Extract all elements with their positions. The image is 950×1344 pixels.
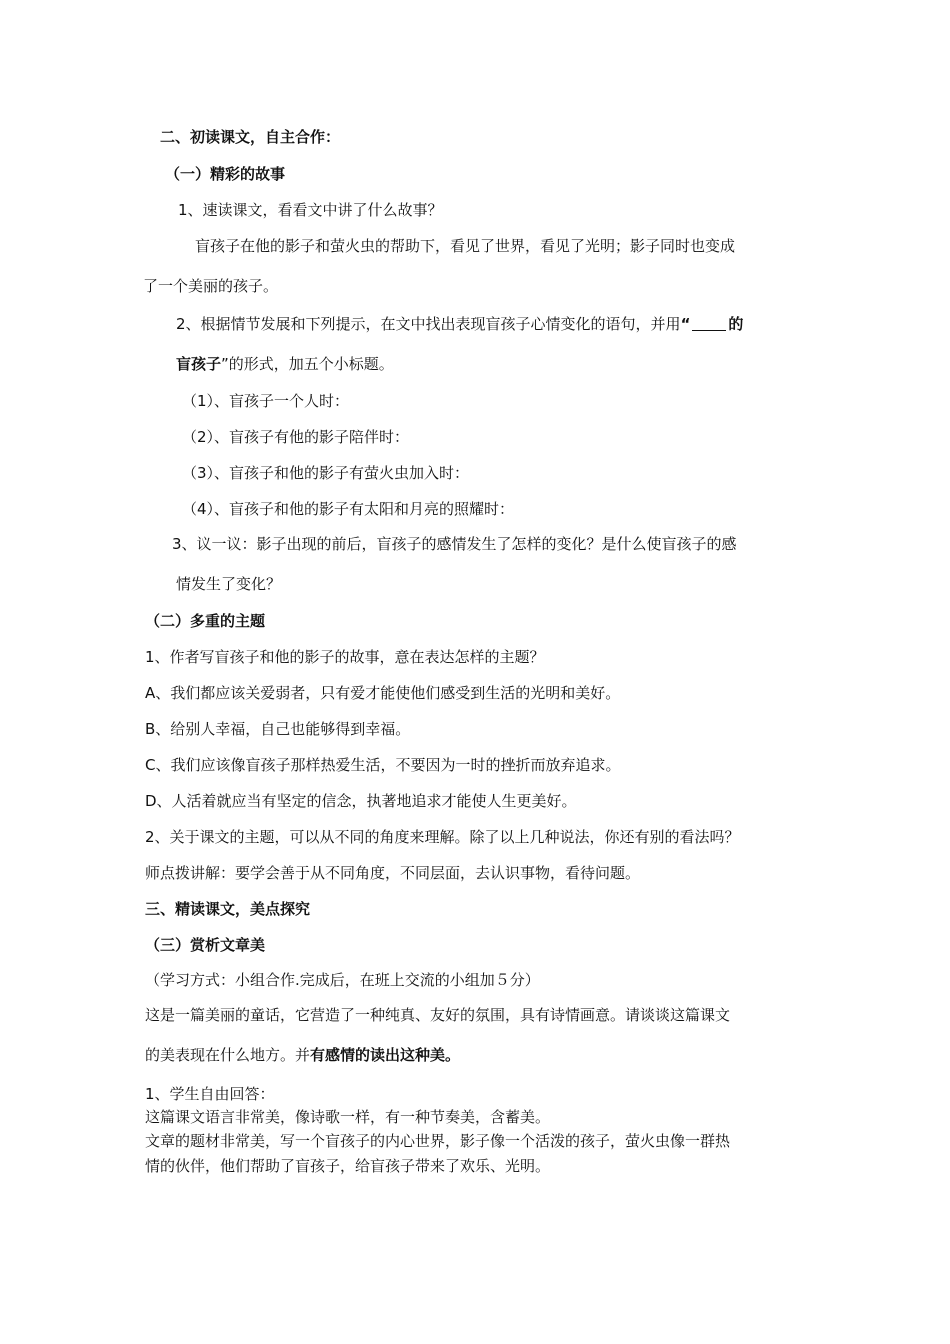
part-1-question-3-line-1: 3、议一议：影子出现的前后，盲孩子的感情发生了怎样的变化？是什么使盲孩子的感 xyxy=(172,535,737,553)
question-2-quote-open: “ xyxy=(680,315,691,333)
question-2-bold: 盲孩子 xyxy=(176,355,222,373)
question-2-text: 2、根据情节发展和下列提示，在文中找出表现盲孩子心情变化的语句，并用 xyxy=(176,315,681,333)
prompt-item-4: （4）、盲孩子和他的影子有太阳和月亮的照耀时： xyxy=(182,500,515,518)
part-1-question-3-line-2: 情发生了变化？ xyxy=(176,575,282,593)
answer-blank xyxy=(692,330,726,331)
learning-method: （学习方式：小组合作.完成后，在班上交流的小组加５分） xyxy=(145,971,540,989)
question-2-rest: ”的形式，加五个小标题。 xyxy=(221,355,394,373)
answer-line-1: 这篇课文语言非常美，像诗歌一样，有一种节奏美，含蓄美。 xyxy=(145,1108,551,1126)
section-3-heading: 三、精读课文，美点探究 xyxy=(145,900,311,918)
answer-heading: 1、学生自由回答： xyxy=(145,1085,275,1103)
teacher-note: 师点拨讲解：要学会善于从不同角度，不同层面，去认识事物，看待问题。 xyxy=(145,864,641,882)
intro-bold: 有感情的读出这种美。 xyxy=(310,1046,461,1064)
section-2-heading: 二、初读课文，自主合作： xyxy=(160,128,341,146)
option-b: B、给别人幸福，自己也能够得到幸福。 xyxy=(145,720,411,738)
part-3-intro-line-2 xyxy=(145,1045,460,1065)
intro-plain: 的美表现在什么地方。并 xyxy=(145,1046,311,1064)
option-a: A、我们都应该关爱弱者，只有爱才能使他们感受到生活的光明和美好。 xyxy=(145,684,621,702)
option-d: D、人活着就应当有坚定的信念，执著地追求才能使人生更美好。 xyxy=(145,792,577,810)
prompt-item-1: （1）、盲孩子一个人时： xyxy=(182,392,350,410)
part-1-heading: （一）精彩的故事 xyxy=(165,165,286,183)
option-c: C、我们应该像盲孩子那样热爱生活，不要因为一时的挫折而放弃追求。 xyxy=(145,756,621,774)
part-2-question-1: 1、作者写盲孩子和他的影子的故事，意在表达怎样的主题？ xyxy=(145,648,545,666)
prompt-item-3: （3）、盲孩子和他的影子有萤火虫加入时： xyxy=(182,464,470,482)
part-2-heading: （二）多重的主题 xyxy=(145,612,266,630)
part-2-question-2: 2、关于课文的主题，可以从不同的角度来理解。除了以上几种说法，你还有别的看法吗？ xyxy=(145,828,740,846)
part-1-answer-1-line-1: 盲孩子在他的影子和萤火虫的帮助下，看见了世界，看见了光明；影子同时也变成 xyxy=(195,237,736,255)
question-2-de: 的 xyxy=(728,315,744,333)
answer-line-2: 文章的题材非常美，写一个盲孩子的内心世界，影子像一个活泼的孩子，萤火虫像一群热 xyxy=(145,1132,731,1150)
answer-line-3: 情的伙伴，他们帮助了盲孩子，给盲孩子带来了欢乐、光明。 xyxy=(145,1157,551,1175)
part-1-question-1: 1、速读课文，看看文中讲了什么故事？ xyxy=(178,201,443,219)
part-1-answer-1-line-2: 了一个美丽的孩子。 xyxy=(143,277,279,295)
part-1-question-2-line-1 xyxy=(176,314,743,334)
part-3-heading: （三）赏析文章美 xyxy=(145,936,266,954)
prompt-item-2: （2）、盲孩子有他的影子陪伴时： xyxy=(182,428,410,446)
part-1-question-2-line-2 xyxy=(176,354,394,374)
part-3-intro-line-1: 这是一篇美丽的童话，它营造了一种纯真、友好的氛围，具有诗情画意。请谈谈这篇课文 xyxy=(145,1006,731,1024)
